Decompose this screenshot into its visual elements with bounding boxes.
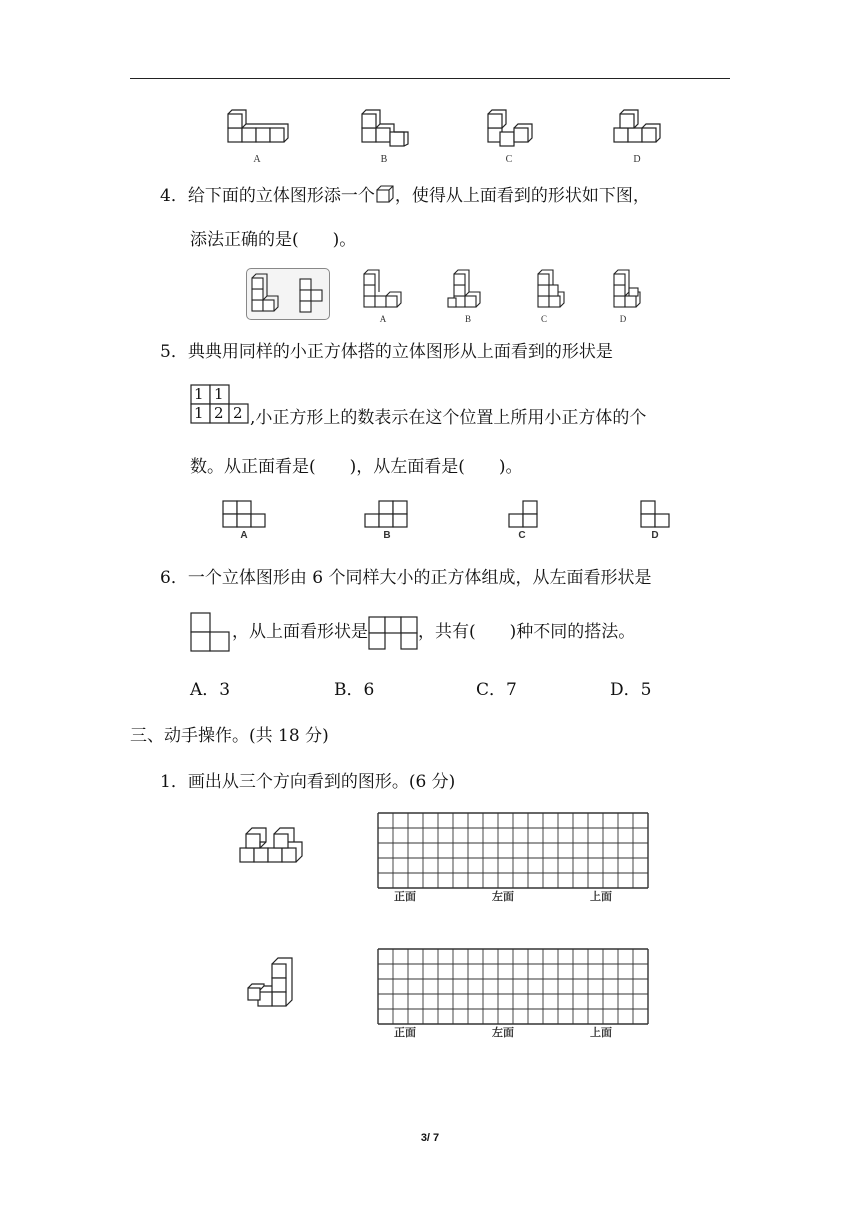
header-rule — [130, 78, 730, 79]
q4-option-d-figure — [612, 268, 656, 312]
q3-option-b-figure — [360, 112, 416, 148]
q5-line1-text: 典典用同样的小正方体搭的立体图形从上面看到的形状是 — [187, 342, 613, 362]
q3-option-a-label[interactable]: A — [253, 154, 261, 165]
q5-option-c-label[interactable]: C — [518, 530, 526, 541]
q5-option-a-label[interactable]: A — [240, 530, 248, 541]
q3-option-d-figure — [612, 112, 668, 148]
q6-choice-d[interactable]: D．5 — [610, 680, 652, 700]
q4-solid-figure — [250, 272, 290, 316]
q5-option-c-figure — [508, 500, 542, 530]
q4-option-c-figure — [534, 268, 578, 312]
page-number: 3/ 7 — [420, 1132, 440, 1144]
q6-line2-a: ，从上面看形状是 — [232, 622, 368, 642]
q4-number: 4． — [160, 186, 188, 206]
q5-cell-1-1: 2 — [214, 404, 224, 422]
q5-cell-0-1: 1 — [214, 385, 224, 403]
q6-line1-text: 一个立体图形由 6 个同样大小的正方体组成，从左面看形状是 — [187, 568, 652, 588]
q5-cell-1-2: 2 — [233, 404, 243, 422]
exercise1-drawing-grid[interactable] — [377, 812, 651, 888]
section3-title: 三、动手操作。(共 18 分) — [130, 726, 329, 746]
q6-number: 6． — [160, 568, 188, 588]
exercise2-drawing-grid[interactable] — [377, 948, 651, 1024]
q4-option-a-figure — [362, 268, 406, 312]
q5-option-b-label[interactable]: B — [383, 530, 391, 541]
q5-cell-1-0: 1 — [194, 404, 204, 422]
q3-option-c-figure — [486, 112, 542, 148]
q4-option-b-label[interactable]: B — [464, 314, 471, 324]
q5-top-view-grid — [190, 384, 252, 432]
q4-option-c-label[interactable]: C — [540, 314, 547, 324]
small-cube-icon — [375, 184, 395, 204]
q6-line1 — [160, 566, 651, 590]
grid2-label-front: 正面 — [394, 1026, 416, 1039]
q4-text-before: 给下面的立体图形添一个 — [187, 186, 375, 206]
grid2-label-top: 上面 — [590, 1026, 612, 1039]
q6-top-view-figure — [368, 616, 418, 652]
q5-line2: ,小正方形上的数表示在这个位置上所用小正方体的个 — [250, 408, 647, 428]
q4-top-view-figure — [298, 277, 328, 317]
q3-option-d-label[interactable]: D — [633, 154, 641, 165]
exercise2-solid-figure — [244, 956, 294, 1010]
q6-line2-b: ，共有( )种不同的搭法。 — [418, 622, 636, 642]
q5-line3: 数。从正面看是( )，从左面看是( )。 — [190, 457, 523, 477]
grid1-label-front: 正面 — [394, 890, 416, 903]
q4-option-a-label[interactable]: A — [379, 314, 387, 324]
q6-choice-b[interactable]: B．6 — [334, 680, 375, 700]
exercise1-solid-figure — [238, 826, 304, 872]
grid1-label-top: 上面 — [590, 890, 612, 903]
q6-choice-c[interactable]: C．7 — [476, 680, 517, 700]
q4-text-after: ，使得从上面看到的形状如下图， — [394, 186, 650, 206]
q5-cell-0-0: 1 — [194, 385, 204, 403]
q6-left-view-figure — [190, 612, 232, 652]
q5-number: 5． — [160, 342, 188, 362]
q4-line1 — [160, 184, 650, 208]
q5-line1 — [160, 340, 613, 364]
q4-option-b-figure — [448, 268, 492, 312]
q4-option-d-label[interactable]: D — [619, 314, 627, 324]
grid2-label-left: 左面 — [492, 1026, 514, 1039]
q3-option-a-figure — [226, 112, 290, 148]
q5-option-b-figure — [364, 500, 410, 530]
q3-option-b-label[interactable]: B — [380, 154, 388, 165]
q5-option-a-figure — [222, 500, 268, 530]
section3-q1: 1．画出从三个方向看到的图形。(6 分) — [160, 772, 456, 792]
q6-choice-a[interactable]: A．3 — [190, 680, 231, 700]
q6-line2 — [190, 612, 635, 652]
grid1-label-left: 左面 — [492, 890, 514, 903]
q5-option-d-figure — [640, 500, 674, 530]
q4-line2: 添法正确的是( )。 — [190, 230, 357, 250]
q5-option-d-label[interactable]: D — [651, 530, 659, 541]
q3-option-c-label[interactable]: C — [505, 154, 513, 165]
